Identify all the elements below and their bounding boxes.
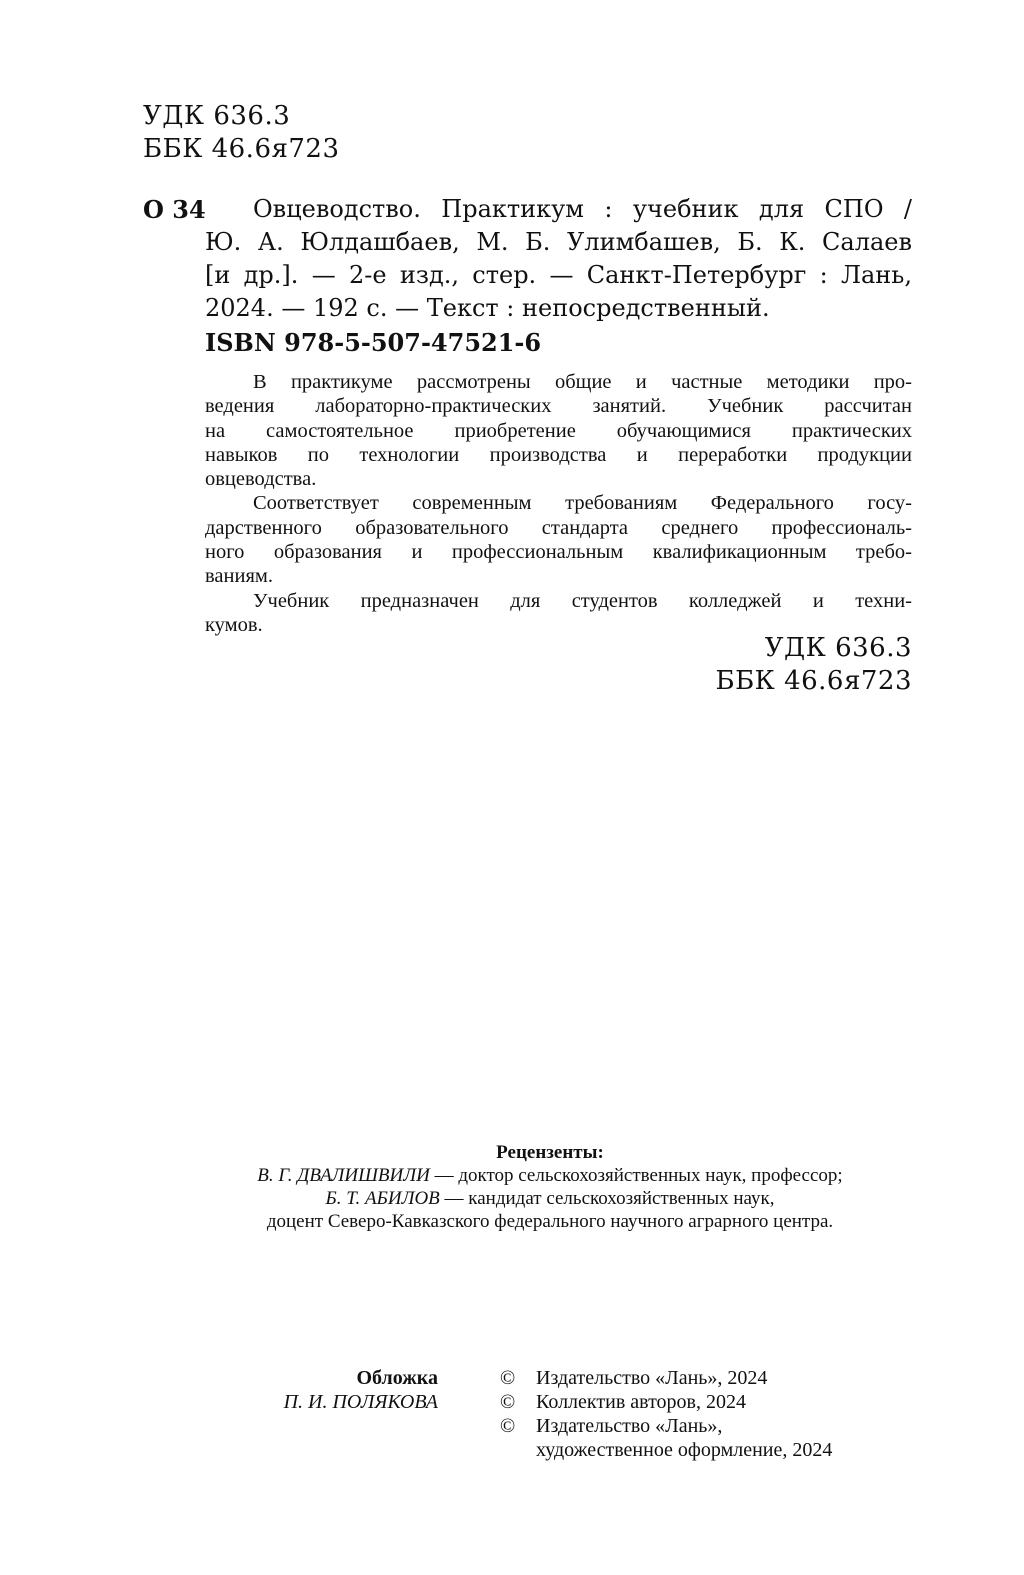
reviewers-block: [180, 1141, 920, 1233]
annotation-line: навыков по технологии производства и переработки продукции: [205, 443, 912, 466]
cover-label: Обложка: [356, 1367, 438, 1389]
copyright-text-continued: художественное оформление, 2024: [536, 1439, 833, 1461]
biblio-line: 2024. — 192 с. — Текст : непосредственный.: [205, 294, 770, 322]
reviewers-heading: Рецензенты:: [496, 1142, 604, 1163]
bibliographic-description: [205, 193, 912, 325]
annotation-line: ведения лабораторно-практических занятий. Учебник рассчитан: [205, 395, 912, 418]
copyright-icon: ©: [500, 1415, 516, 1437]
classification-top: [143, 100, 340, 166]
bbk-code: ББК 46.6я723: [715, 666, 912, 696]
copyright-text: Издательство «Лань», 2024: [536, 1367, 768, 1389]
annotation-line: Учебник предназначен для студентов колледжей и техни-: [253, 589, 912, 612]
copyright-icon: ©: [500, 1367, 516, 1389]
copyright-icon: ©: [500, 1391, 516, 1413]
reviewer-1: [180, 1164, 920, 1187]
udk-code: УДК 636.3: [143, 101, 291, 131]
annotation-line: кумов.: [205, 613, 263, 636]
cover-credit: [284, 1366, 438, 1414]
cover-designer: П. И. ПОЛЯКОВА: [283, 1391, 438, 1413]
copyright-line: [500, 1414, 832, 1438]
classification-bottom: [715, 632, 912, 698]
annotation-line: ного образования и профессиональным квалификационным требо-: [205, 541, 912, 564]
annotation-line: ваниям.: [205, 565, 273, 588]
annotation-line: Соответствует современным требованиям Федерального госу-: [253, 492, 912, 515]
annotation-line: на самостоятельное приобретение обучающимися практических: [205, 419, 912, 442]
biblio-line: [и др.]. — 2-е изд., стер. — Санкт-Петербург : Лань,: [205, 261, 912, 289]
reviewer-1-desc: — доктор сельскохозяйственных наук, профессор;: [429, 1165, 843, 1186]
annotation: [205, 370, 912, 637]
reviewer-2-desc: — кандидат сельскохозяйственных наук,: [439, 1188, 775, 1209]
copyright-line: [500, 1390, 832, 1414]
isbn: ISBN 978-5-507-47521-6: [205, 328, 542, 357]
copyright-text: Издательство «Лань»,: [536, 1415, 723, 1437]
copyright-line: [500, 1366, 832, 1390]
biblio-line: Ю. А. Юлдашбаев, М. Б. Улимбашев, Б. К. Салаев: [205, 228, 912, 256]
udk-code: УДК 636.3: [764, 633, 912, 663]
copyright-block: [500, 1366, 832, 1462]
author-mark: О 34: [143, 195, 206, 224]
reviewer-2: [180, 1187, 920, 1210]
biblio-line: Овцеводство. Практикум : учебник для СПО /: [253, 195, 912, 223]
annotation-line: В практикуме рассмотрены общие и частные методики про-: [253, 371, 912, 393]
annotation-line: дарственного образовательного стандарта среднего профессиональ-: [205, 516, 912, 539]
reviewer-1-name: В. Г. ДВАЛИШВИЛИ: [257, 1165, 430, 1186]
bbk-code: ББК 46.6я723: [143, 134, 340, 164]
reviewer-2-affiliation: доцент Северо-Кавказского федерального научного аграрного центра.: [266, 1211, 834, 1232]
annotation-line: овцеводства.: [205, 468, 317, 491]
reviewer-2-name: Б. Т. АБИЛОВ: [325, 1188, 440, 1209]
copyright-text: Коллектив авторов, 2024: [536, 1391, 746, 1413]
